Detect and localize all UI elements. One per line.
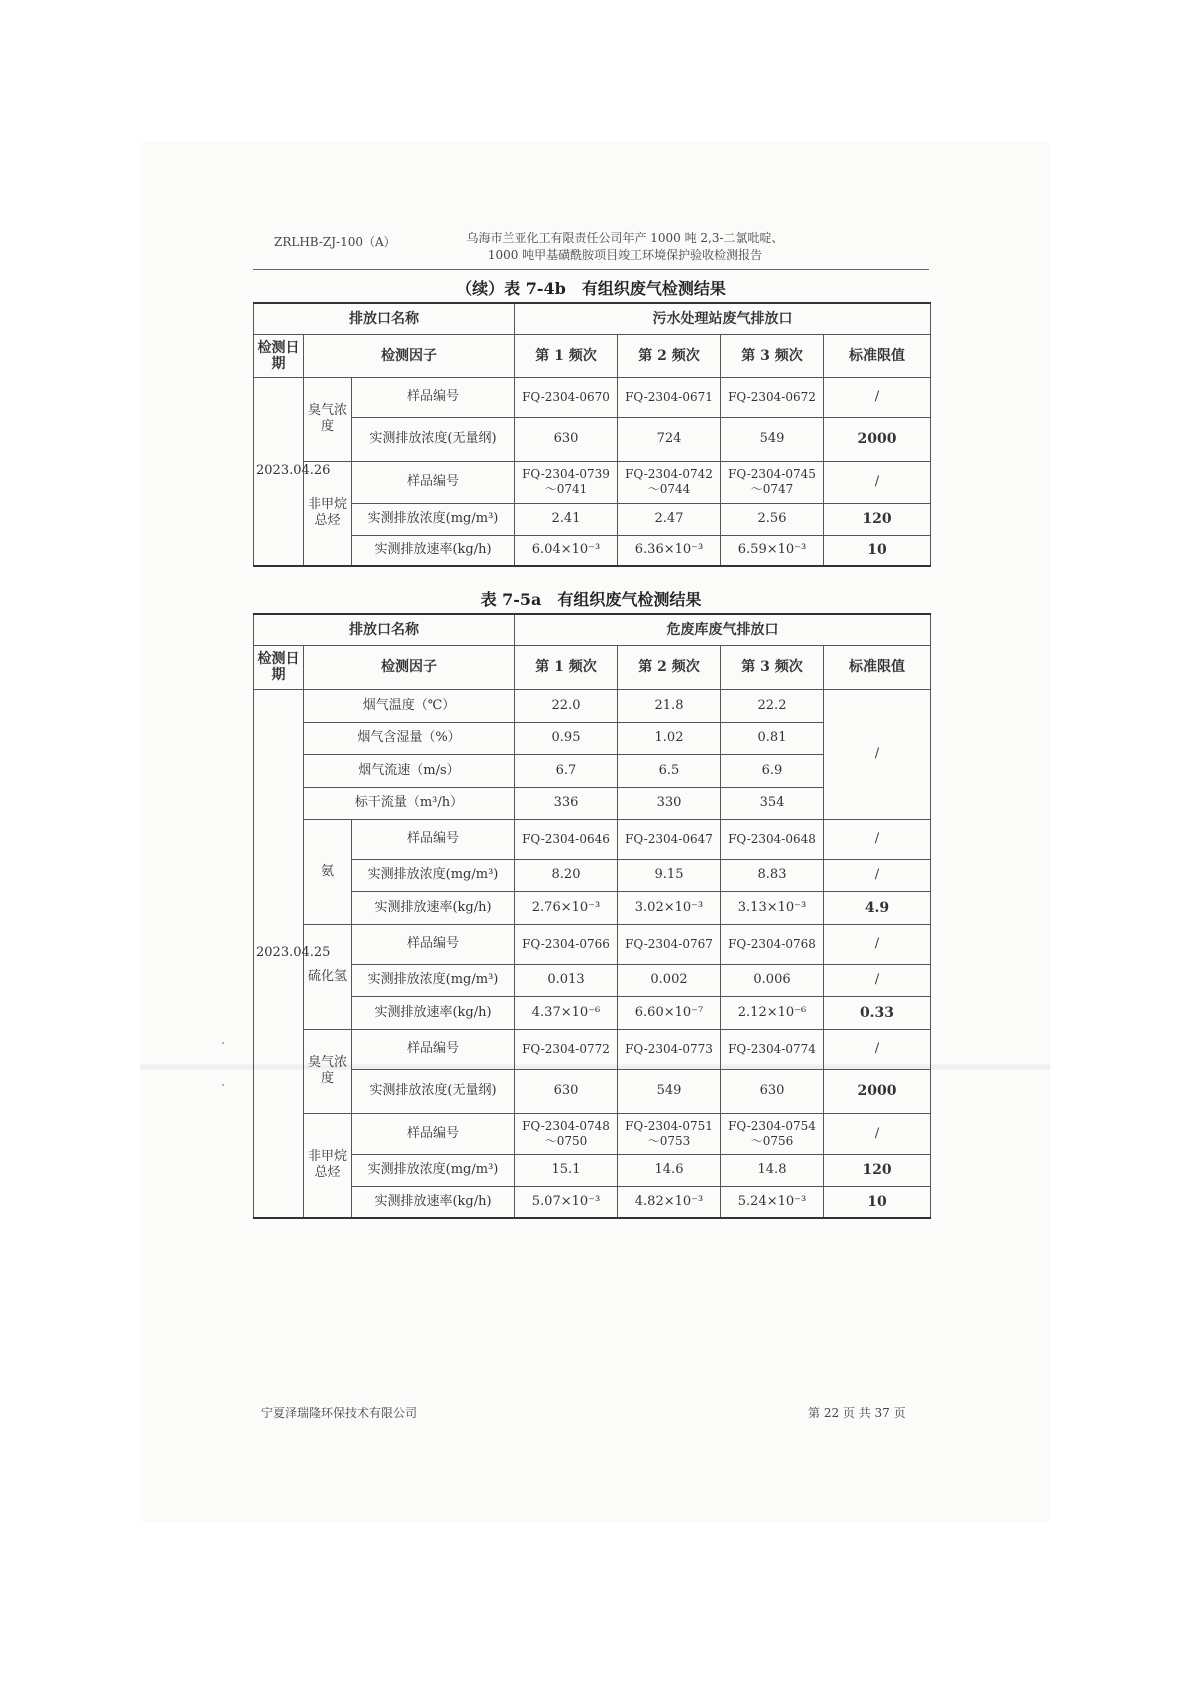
limit-value: / xyxy=(824,924,931,964)
factor-group-odor: 臭气浓度 xyxy=(304,377,352,461)
freq2-header: 第 2 频次 xyxy=(618,645,721,689)
cell-value: 630 xyxy=(515,417,618,461)
cell-value: FQ-2304-0748～0750 xyxy=(515,1113,618,1154)
cell-value: FQ-2304-0766 xyxy=(515,924,618,964)
row-label: 样品编号 xyxy=(352,1029,515,1069)
cell-value: 5.24×10⁻³ xyxy=(721,1186,824,1218)
cell-value: 6.60×10⁻⁷ xyxy=(618,996,721,1029)
limit-value: / xyxy=(824,689,931,819)
row-label: 实测排放速率(kg/h) xyxy=(352,891,515,924)
limit-value: 2000 xyxy=(824,417,931,461)
row-label: 烟气含湿量（%） xyxy=(304,722,515,754)
cell-value: 2.76×10⁻³ xyxy=(515,891,618,924)
cell-value: 2.12×10⁻⁶ xyxy=(721,996,824,1029)
cell-value: FQ-2304-0646 xyxy=(515,819,618,859)
cell-value: 0.006 xyxy=(721,964,824,996)
limit-value: 120 xyxy=(824,1154,931,1186)
cell-value: 2.56 xyxy=(721,503,824,535)
factor-group-odor: 臭气浓度 xyxy=(304,1029,352,1113)
freq3-header: 第 3 频次 xyxy=(721,645,824,689)
cell-value: 3.02×10⁻³ xyxy=(618,891,721,924)
limit-value: 2000 xyxy=(824,1069,931,1113)
row-label: 实测排放浓度(mg/m³) xyxy=(352,1154,515,1186)
row-label: 实测排放浓度(mg/m³) xyxy=(352,859,515,891)
cell-value: FQ-2304-0670 xyxy=(515,377,618,417)
report-title-line1: 乌海市兰亚化工有限责任公司年产 1000 吨 2,3-二氯吡啶、 xyxy=(466,231,784,245)
row-label: 烟气温度（℃） xyxy=(304,689,515,722)
limit-value: / xyxy=(824,819,931,859)
cell-value: 6.04×10⁻³ xyxy=(515,535,618,566)
factor-group-nh3: 氨 xyxy=(304,819,352,924)
freq1-header: 第 1 频次 xyxy=(515,334,618,377)
limit-value: / xyxy=(824,461,931,503)
row-label: 实测排放浓度(mg/m³) xyxy=(352,964,515,996)
cell-value: 724 xyxy=(618,417,721,461)
cell-value: 4.82×10⁻³ xyxy=(618,1186,721,1218)
freq2-header: 第 2 频次 xyxy=(618,334,721,377)
cell-value: 0.95 xyxy=(515,722,618,754)
footer-page-number: 第 22 页 共 37 页 xyxy=(808,1406,906,1420)
row-label: 实测排放速率(kg/h) xyxy=(352,996,515,1029)
cell-value: FQ-2304-0742～0744 xyxy=(618,461,721,503)
report-code: ZRLHB-ZJ-100（A） xyxy=(274,235,396,249)
cell-value: FQ-2304-0672 xyxy=(721,377,824,417)
cell-value: FQ-2304-0751～0753 xyxy=(618,1113,721,1154)
cell-value: 1.02 xyxy=(618,722,721,754)
limit-value: / xyxy=(824,964,931,996)
cell-value: 354 xyxy=(721,787,824,819)
cell-value: 6.5 xyxy=(618,754,721,787)
cell-value: FQ-2304-0772 xyxy=(515,1029,618,1069)
cell-value: 2.47 xyxy=(618,503,721,535)
factor-group-nmhc: 非甲烷总烃 xyxy=(304,461,352,566)
scan-speck xyxy=(222,1042,224,1044)
row-label: 实测排放浓度(无量纲) xyxy=(352,1069,515,1113)
cell-value: 14.8 xyxy=(721,1154,824,1186)
cell-value: FQ-2304-0745～0747 xyxy=(721,461,824,503)
row-label: 烟气流速（m/s） xyxy=(304,754,515,787)
table2 xyxy=(253,613,931,1219)
cell-value: 3.13×10⁻³ xyxy=(721,891,824,924)
freq1-header: 第 1 频次 xyxy=(515,645,618,689)
cell-value: 6.59×10⁻³ xyxy=(721,535,824,566)
cell-value: 5.07×10⁻³ xyxy=(515,1186,618,1218)
cell-value: 549 xyxy=(618,1069,721,1113)
row-label: 样品编号 xyxy=(352,819,515,859)
test-date: 2023.04.25 xyxy=(254,689,304,1218)
cell-value: 2.41 xyxy=(515,503,618,535)
cell-value: 6.9 xyxy=(721,754,824,787)
outlet-name-value: 危废库废气排放口 xyxy=(515,614,931,645)
outlet-name-label: 排放口名称 xyxy=(254,303,515,334)
row-label: 样品编号 xyxy=(352,461,515,503)
cell-value: 0.81 xyxy=(721,722,824,754)
limit-value: 10 xyxy=(824,535,931,566)
row-label: 实测排放速率(kg/h) xyxy=(352,1186,515,1218)
factor-group-h2s: 硫化氢 xyxy=(304,924,352,1029)
cell-value: 0.013 xyxy=(515,964,618,996)
row-label: 实测排放浓度(无量纲) xyxy=(352,417,515,461)
row-label: 样品编号 xyxy=(352,377,515,417)
header-rule xyxy=(253,269,929,270)
limit-value: 4.9 xyxy=(824,891,931,924)
cell-value: 21.8 xyxy=(618,689,721,722)
limit-value: / xyxy=(824,377,931,417)
outlet-name-value: 污水处理站废气排放口 xyxy=(515,303,931,334)
cell-value: 9.15 xyxy=(618,859,721,891)
cell-value: FQ-2304-0767 xyxy=(618,924,721,964)
cell-value: FQ-2304-0774 xyxy=(721,1029,824,1069)
cell-value: FQ-2304-0754～0756 xyxy=(721,1113,824,1154)
footer-company: 宁夏泽瑞隆环保技术有限公司 xyxy=(261,1406,418,1420)
limit-header: 标准限值 xyxy=(824,334,931,377)
cell-value: FQ-2304-0671 xyxy=(618,377,721,417)
cell-value: 15.1 xyxy=(515,1154,618,1186)
outlet-name-label: 排放口名称 xyxy=(254,614,515,645)
cell-value: 4.37×10⁻⁶ xyxy=(515,996,618,1029)
scan-speck xyxy=(222,1084,224,1086)
test-date-label: 检测日期 xyxy=(254,645,304,689)
cell-value: 336 xyxy=(515,787,618,819)
table2-caption: 表 7-5a 有组织废气检测结果 xyxy=(480,590,702,609)
limit-value: / xyxy=(824,859,931,891)
cell-value: 6.36×10⁻³ xyxy=(618,535,721,566)
cell-value: 549 xyxy=(721,417,824,461)
test-date: 2023.04.26 xyxy=(254,377,304,566)
report-title xyxy=(445,230,805,264)
test-factor-label: 检测因子 xyxy=(304,334,515,377)
cell-value: FQ-2304-0739～0741 xyxy=(515,461,618,503)
cell-value: FQ-2304-0647 xyxy=(618,819,721,859)
limit-header: 标准限值 xyxy=(824,645,931,689)
cell-value: FQ-2304-0768 xyxy=(721,924,824,964)
table1 xyxy=(253,302,931,567)
freq3-header: 第 3 频次 xyxy=(721,334,824,377)
factor-group-nmhc: 非甲烷总烃 xyxy=(304,1113,352,1218)
limit-value: 120 xyxy=(824,503,931,535)
limit-value: 10 xyxy=(824,1186,931,1218)
row-label: 实测排放浓度(mg/m³) xyxy=(352,503,515,535)
limit-value: 0.33 xyxy=(824,996,931,1029)
cell-value: 22.2 xyxy=(721,689,824,722)
cell-value: 14.6 xyxy=(618,1154,721,1186)
row-label: 样品编号 xyxy=(352,924,515,964)
row-label: 样品编号 xyxy=(352,1113,515,1154)
row-label: 实测排放速率(kg/h) xyxy=(352,535,515,566)
cell-value: 22.0 xyxy=(515,689,618,722)
test-factor-label: 检测因子 xyxy=(304,645,515,689)
cell-value: 630 xyxy=(515,1069,618,1113)
row-label: 标干流量（m³/h） xyxy=(304,787,515,819)
cell-value: FQ-2304-0648 xyxy=(721,819,824,859)
table1-caption: （续）表 7-4b 有组织废气检测结果 xyxy=(456,279,726,298)
report-title-line2: 1000 吨甲基磺酰胺项目竣工环境保护验收检测报告 xyxy=(487,248,763,262)
cell-value: 0.002 xyxy=(618,964,721,996)
cell-value: 8.83 xyxy=(721,859,824,891)
limit-value: / xyxy=(824,1113,931,1154)
test-date-label: 检测日期 xyxy=(254,334,304,377)
cell-value: FQ-2304-0773 xyxy=(618,1029,721,1069)
cell-value: 330 xyxy=(618,787,721,819)
limit-value: / xyxy=(824,1029,931,1069)
cell-value: 6.7 xyxy=(515,754,618,787)
cell-value: 630 xyxy=(721,1069,824,1113)
cell-value: 8.20 xyxy=(515,859,618,891)
